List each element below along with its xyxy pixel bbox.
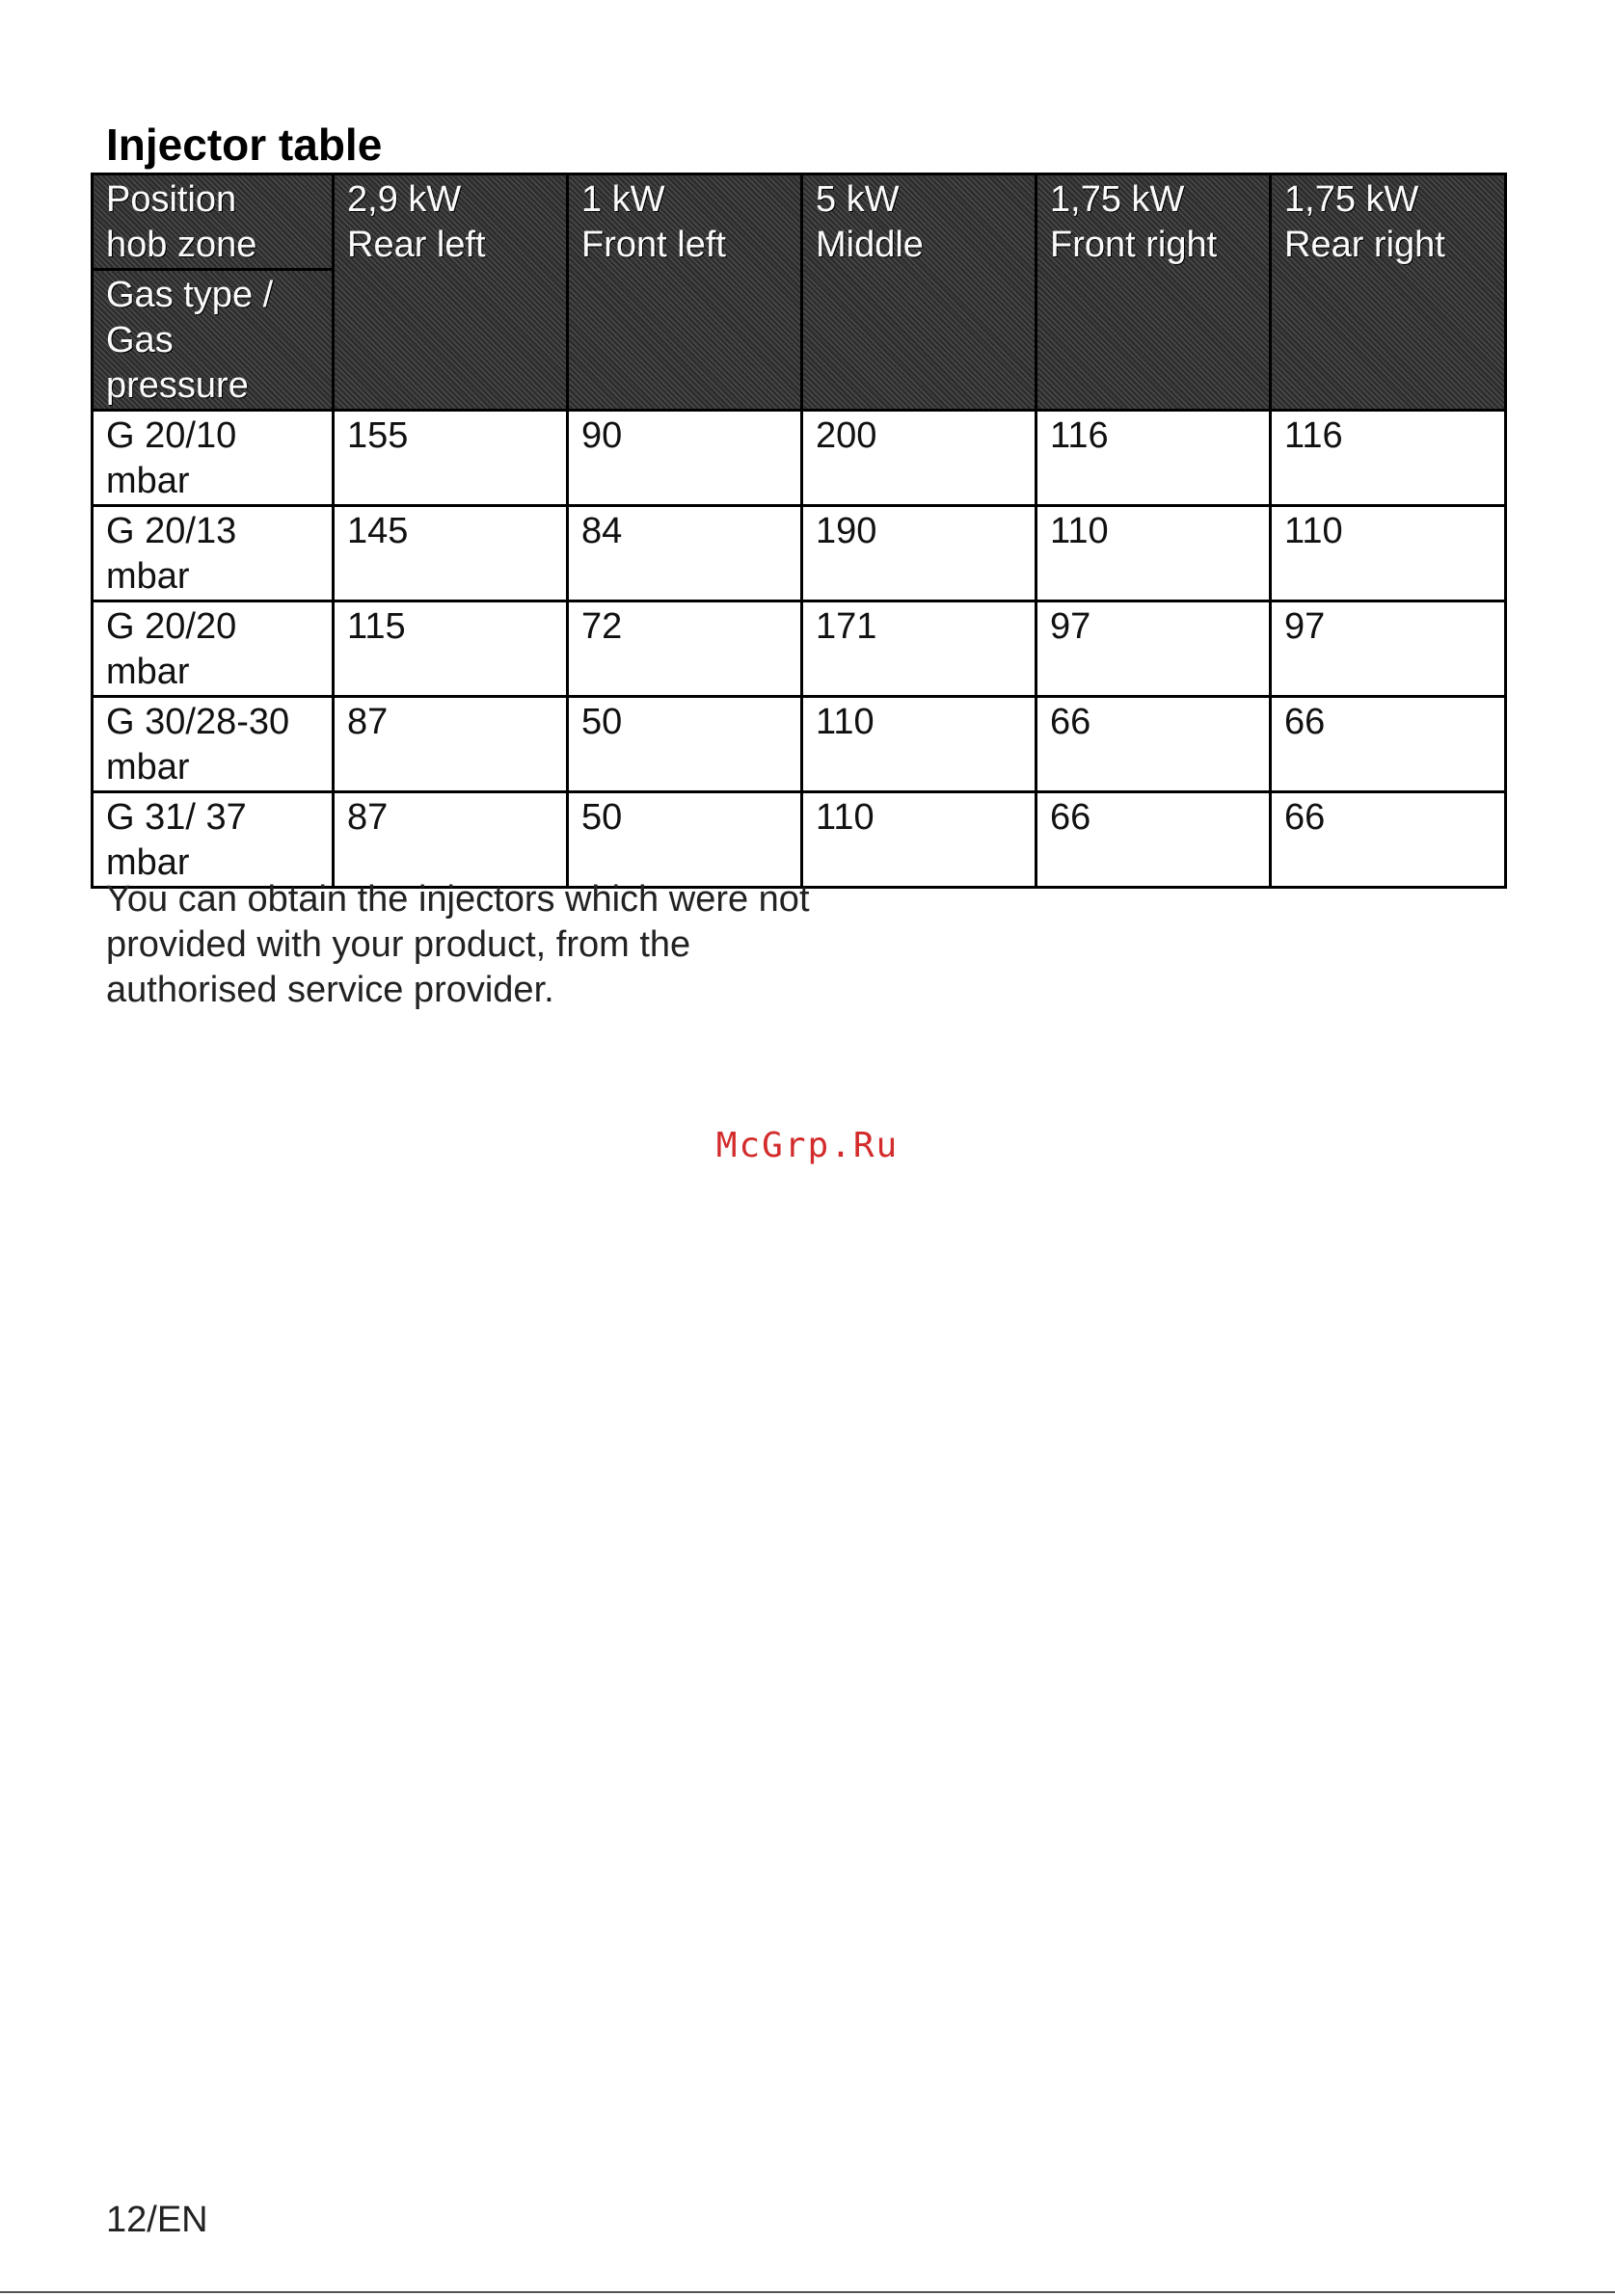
page-title: Injector table bbox=[106, 120, 383, 170]
gas-type-label: G 20/10 bbox=[106, 415, 237, 456]
table-cell: 145 bbox=[334, 506, 568, 601]
table-cell: 87 bbox=[334, 792, 568, 888]
pressure-unit: mbar bbox=[106, 747, 190, 788]
table-cell: 87 bbox=[334, 697, 568, 792]
header-corner-line: pressure bbox=[106, 365, 249, 406]
header-corner-position bbox=[93, 174, 334, 270]
injector-table bbox=[91, 173, 1507, 889]
table-cell: 66 bbox=[1036, 792, 1271, 888]
injector-note: You can obtain the injectors which were not provided with your product, from the authorised service provider. bbox=[106, 879, 810, 1010]
table-cell: 66 bbox=[1036, 697, 1271, 792]
header-corner-line: hob zone bbox=[106, 225, 257, 265]
table-cell: 110 bbox=[802, 792, 1036, 888]
table-cell: 72 bbox=[568, 601, 802, 697]
table-cell: 116 bbox=[1036, 411, 1271, 506]
header-zone: Front right bbox=[1050, 225, 1218, 265]
header-power: 1 kW bbox=[581, 179, 665, 220]
header-power: 5 kW bbox=[816, 179, 900, 220]
table-cell: 84 bbox=[568, 506, 802, 601]
gas-type-label: G 30/28-30 bbox=[106, 702, 290, 742]
gas-type-cell bbox=[93, 411, 334, 506]
table-cell: 155 bbox=[334, 411, 568, 506]
table-row bbox=[93, 506, 1506, 601]
table-cell: 110 bbox=[1036, 506, 1271, 601]
pressure-unit: mbar bbox=[106, 842, 190, 883]
table-cell: 171 bbox=[802, 601, 1036, 697]
table-row bbox=[93, 697, 1506, 792]
gas-type-label: G 31/ 37 bbox=[106, 797, 247, 838]
page-bottom-rule bbox=[0, 2291, 1615, 2293]
header-zone: Front left bbox=[581, 225, 726, 265]
header-power: 1,75 kW bbox=[1284, 179, 1419, 220]
header-power: 1,75 kW bbox=[1050, 179, 1185, 220]
header-zone: Rear left bbox=[347, 225, 486, 265]
gas-type-label: G 20/13 bbox=[106, 511, 237, 551]
header-col-front-left bbox=[568, 174, 802, 411]
header-corner-line: Position bbox=[106, 179, 237, 220]
table-cell: 115 bbox=[334, 601, 568, 697]
header-col-middle bbox=[802, 174, 1036, 411]
table-cell: 97 bbox=[1271, 601, 1506, 697]
table-cell: 190 bbox=[802, 506, 1036, 601]
table-cell: 50 bbox=[568, 792, 802, 888]
header-corner-line: Gas type / bbox=[106, 275, 274, 315]
header-corner-gas-type bbox=[93, 270, 334, 411]
pressure-unit: mbar bbox=[106, 461, 190, 501]
table-row bbox=[93, 601, 1506, 697]
header-power: 2,9 kW bbox=[347, 179, 462, 220]
gas-type-cell bbox=[93, 697, 334, 792]
table-cell: 110 bbox=[1271, 506, 1506, 601]
header-col-rear-left bbox=[334, 174, 568, 411]
gas-type-label: G 20/20 bbox=[106, 606, 237, 647]
header-corner-line: Gas bbox=[106, 320, 174, 360]
table-cell: 50 bbox=[568, 697, 802, 792]
watermark-text: McGrp.Ru bbox=[715, 1126, 900, 1165]
table-cell: 90 bbox=[568, 411, 802, 506]
table-cell: 116 bbox=[1271, 411, 1506, 506]
table-header-row bbox=[93, 174, 1506, 270]
gas-type-cell bbox=[93, 506, 334, 601]
table-row bbox=[93, 792, 1506, 888]
gas-type-cell bbox=[93, 601, 334, 697]
table-cell: 66 bbox=[1271, 792, 1506, 888]
table-cell: 200 bbox=[802, 411, 1036, 506]
table-cell: 66 bbox=[1271, 697, 1506, 792]
header-zone: Middle bbox=[816, 225, 924, 265]
header-zone: Rear right bbox=[1284, 225, 1445, 265]
table-row bbox=[93, 411, 1506, 506]
pressure-unit: mbar bbox=[106, 556, 190, 597]
table-cell: 110 bbox=[802, 697, 1036, 792]
gas-type-cell bbox=[93, 792, 334, 888]
pressure-unit: mbar bbox=[106, 652, 190, 692]
header-col-rear-right bbox=[1271, 174, 1506, 411]
table-cell: 97 bbox=[1036, 601, 1271, 697]
page-number: 12/EN bbox=[106, 2200, 208, 2240]
header-col-front-right bbox=[1036, 174, 1271, 411]
